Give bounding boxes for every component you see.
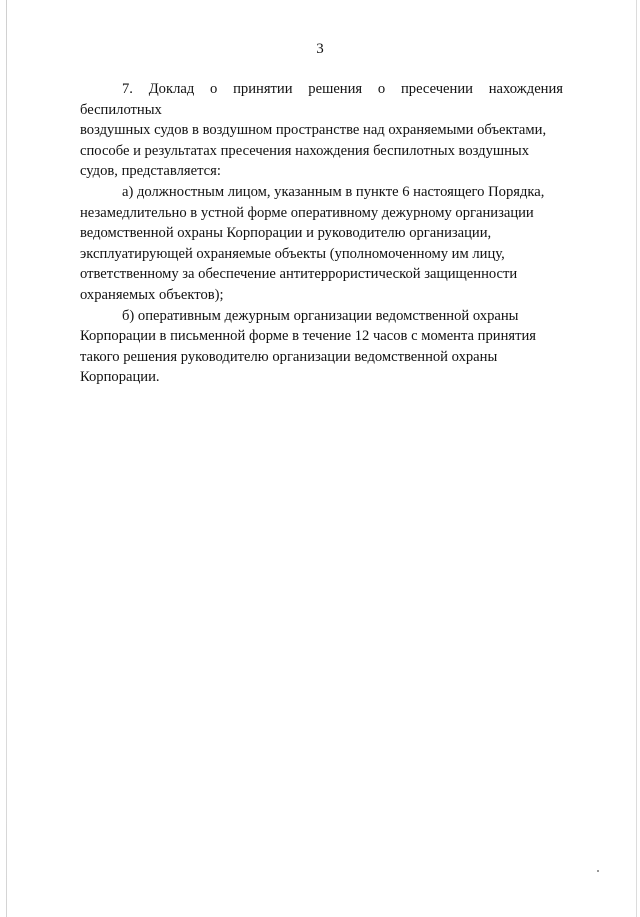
paragraph-report-decision: 7. Доклад о принятии решения о пресечении нахождения беспилотных воздушных судов в воздушном пространстве над охраняемыми объектами, способе и результатах пресечения нахождения беспилотных воздушных судов, представляется: — [80, 81, 563, 180]
scan-edge-right — [636, 0, 637, 917]
scan-speck — [597, 870, 599, 872]
scan-edge-left — [6, 0, 7, 917]
page-number: 3 — [316, 41, 324, 57]
paragraph-item-a: а) должностным лицом, указанным в пункте 6 настоящего Порядка, незамедлительно в устной форме оперативному дежурному организации ведомственной охраны Корпорации и руководителю организации, эксплуатирующей охраняемые объекты (уполномоченному им лицу, ответственному за обеспечение антитеррористической защищенности охраняемых объектов); — [80, 183, 545, 303]
paragraph-item-b: б) оперативным дежурным организации ведомственной охраны Корпорации в письменной форме в течение 12 часов с момента принятия такого решения руководителю организации ведомственной охраны Корпорации. — [80, 307, 537, 386]
document-body — [80, 79, 563, 388]
